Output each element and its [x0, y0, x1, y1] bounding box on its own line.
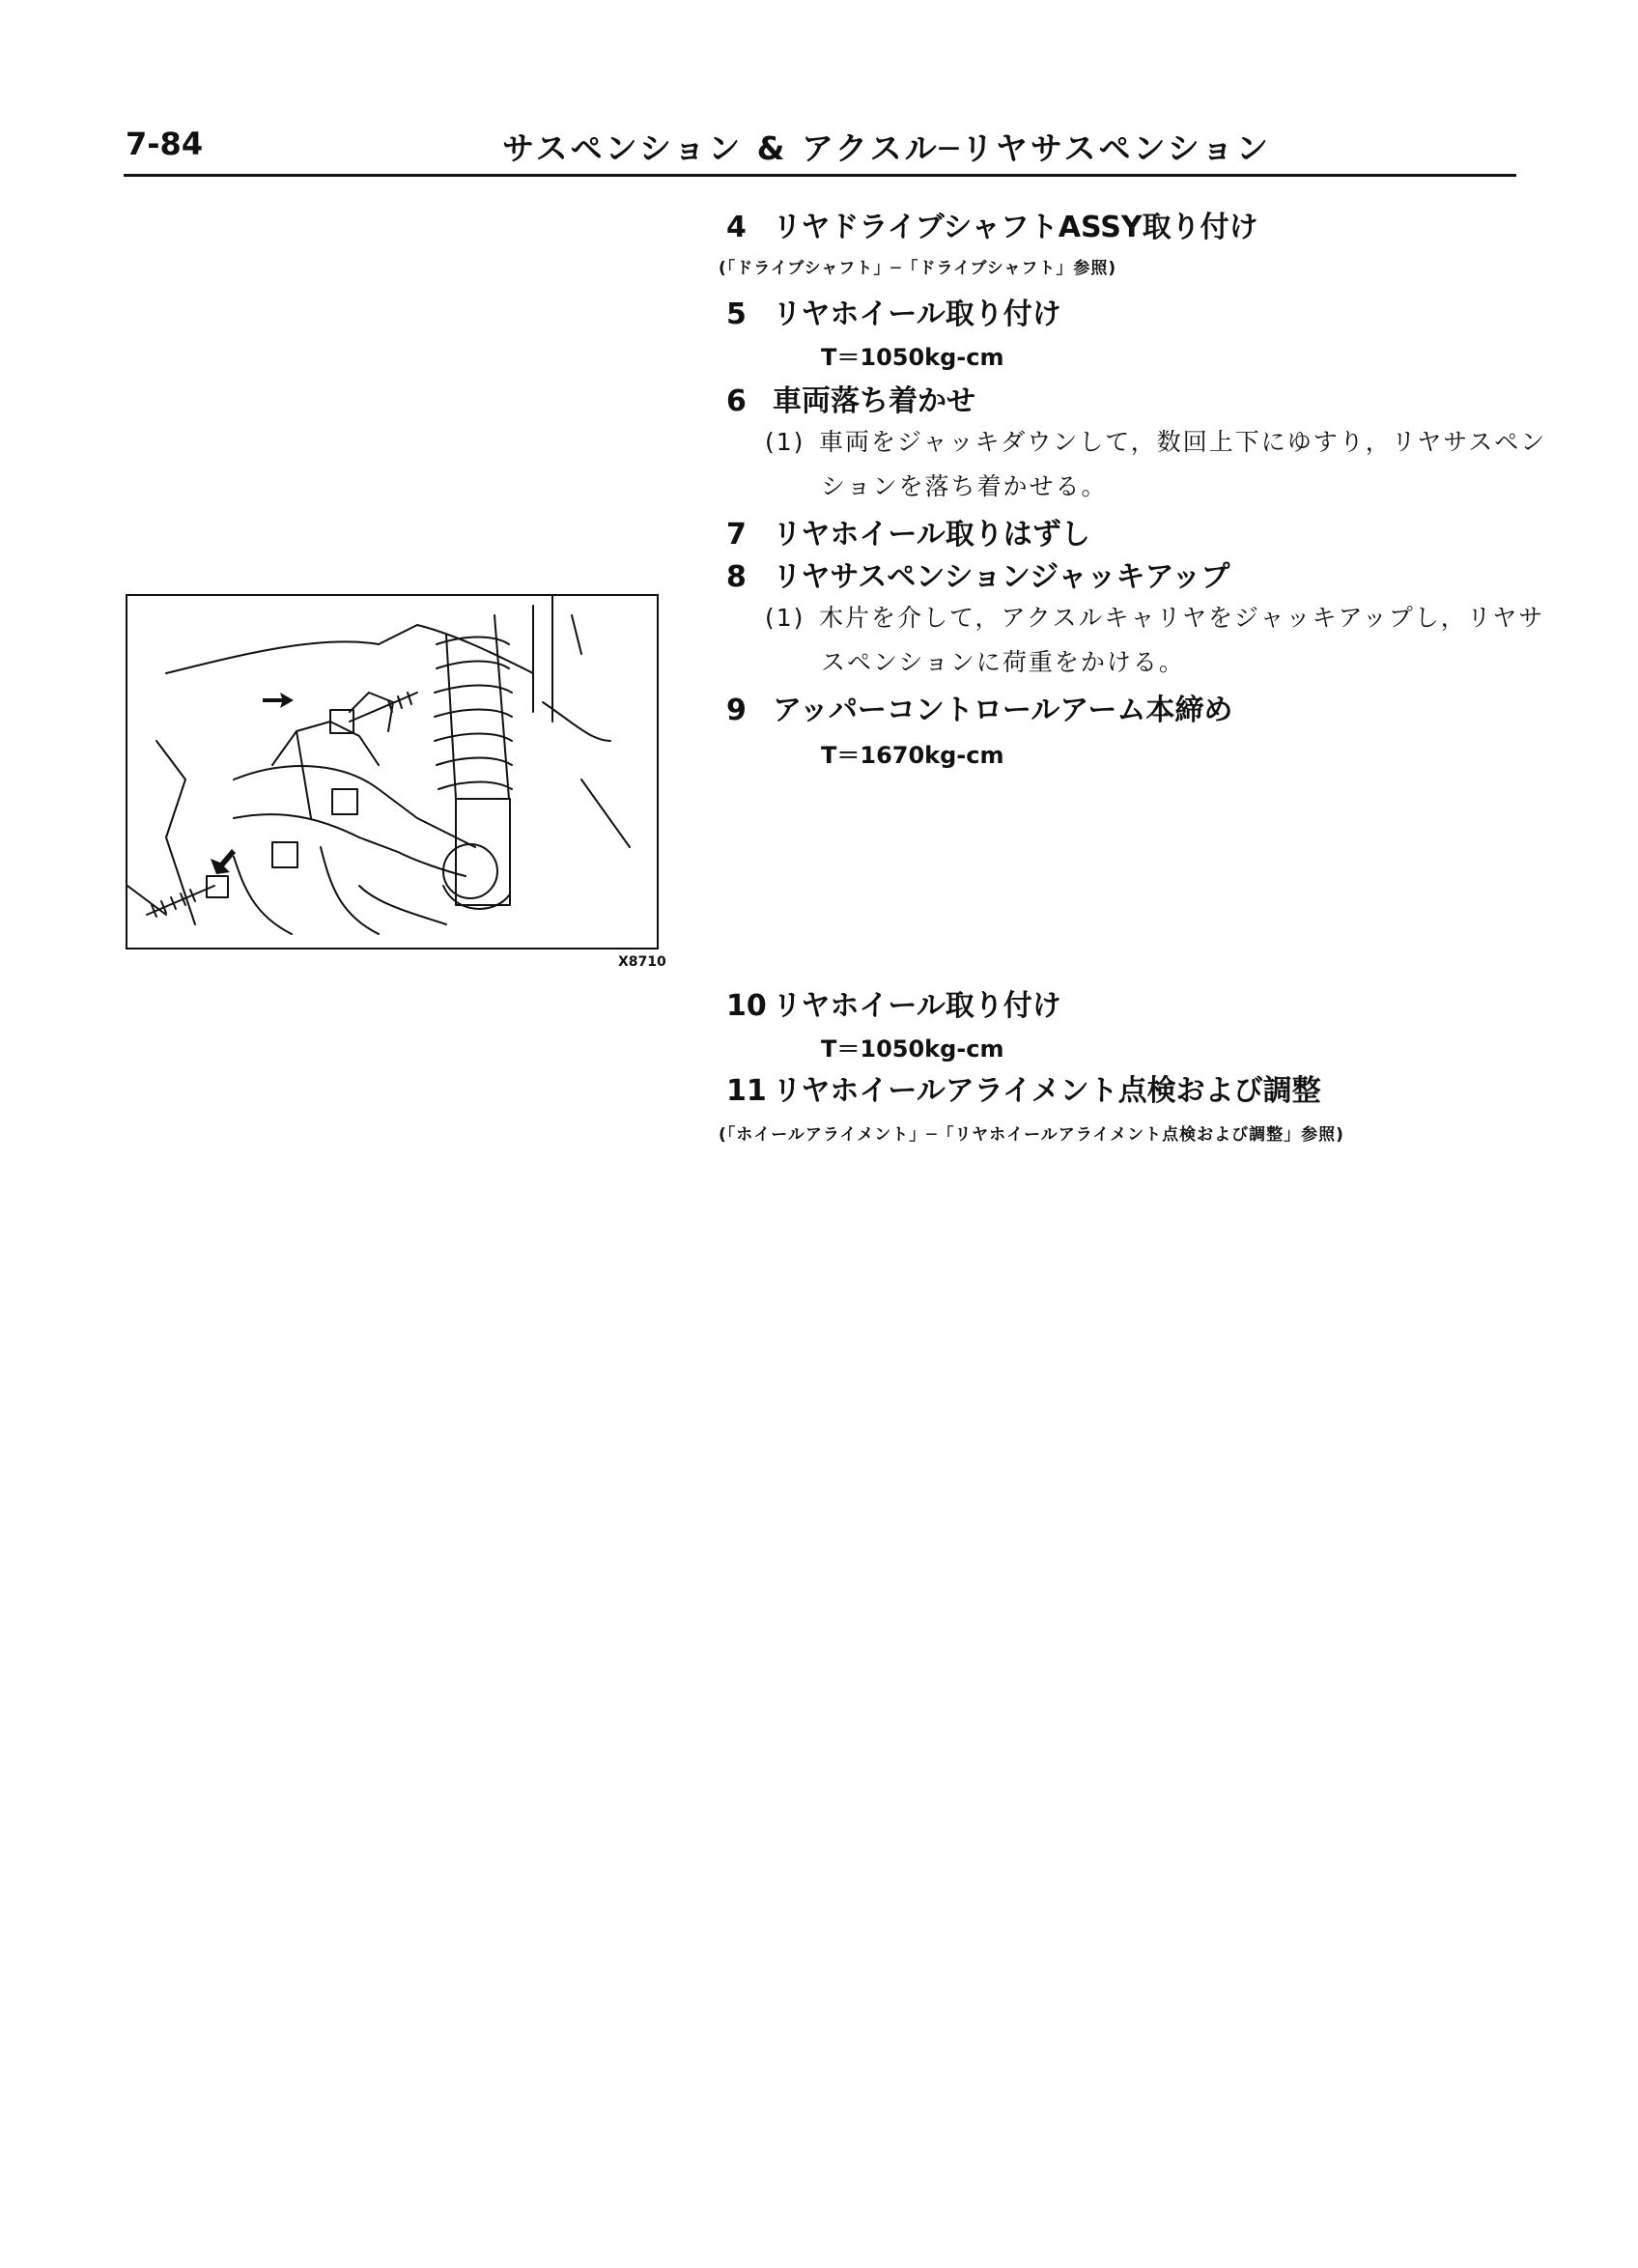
arrow-icon: [211, 849, 236, 874]
step-9-torque: T＝1670kg-cm: [821, 742, 1004, 769]
step-number: 10: [726, 989, 767, 1023]
section-title: サスペンション & アクスル─リヤサスペンション: [502, 129, 1272, 167]
step-5: [726, 290, 1061, 332]
bolt-icon: [147, 876, 228, 917]
step-number: 5: [726, 298, 747, 331]
nut-icon: [272, 842, 297, 867]
step-number: 7: [726, 518, 747, 552]
arrow-icon: [263, 693, 294, 708]
substep-marker: (1): [765, 428, 805, 456]
step-4: [726, 203, 1258, 245]
step-7: [726, 510, 1090, 553]
substep-text: 車両をジャッキダウンして，数回上下にゆすり，リヤサスペン: [819, 428, 1547, 456]
step-6-substep: [765, 423, 1546, 458]
step-title: リヤホイール取りはずし: [773, 518, 1090, 552]
shock-absorber-icon: [456, 799, 510, 905]
header-rule: [124, 174, 1516, 177]
page-number: 7-84: [126, 126, 204, 162]
step-8-substep-continued: スペンションに荷重をかける。: [821, 648, 1185, 676]
step-4-reference: (「ドライブシャフト」─「ドライブシャフト」参照): [719, 259, 1117, 278]
step-title: リヤドライブシャフトASSY取り付け: [773, 211, 1258, 244]
step-number: 9: [726, 694, 747, 727]
substep-marker: (1): [765, 604, 805, 632]
step-title: リヤサスペンションジャッキアップ: [773, 560, 1230, 594]
substep-text: 木片を介して，アクスルキャリヤをジャッキアップし，リヤサ: [819, 604, 1545, 632]
nut-icon: [332, 789, 357, 814]
step-number: 6: [726, 384, 747, 418]
suspension-illustration: [126, 594, 659, 950]
step-10-torque: T＝1050kg-cm: [821, 1035, 1004, 1063]
step-number: 8: [726, 560, 747, 594]
step-6: [726, 377, 975, 419]
coil-spring-icon: [435, 615, 512, 799]
step-6-substep-continued: ションを落ち着かせる。: [821, 472, 1108, 500]
step-10: [726, 981, 1061, 1024]
step-8-substep: [765, 599, 1544, 634]
step-8: [726, 553, 1229, 595]
step-5-torque: T＝1050kg-cm: [821, 344, 1004, 371]
step-11: [726, 1066, 1321, 1109]
step-title: リヤホイール取り付け: [773, 298, 1061, 331]
figure-label: X8710: [618, 954, 666, 970]
step-11-reference: (「ホイールアライメント」─「リヤホイールアライメント点検および調整」参照): [719, 1125, 1344, 1145]
step-title: リヤホイールアライメント点検および調整: [773, 1074, 1321, 1108]
step-title: 車両落ち着かせ: [773, 384, 975, 418]
step-number: 11: [726, 1074, 767, 1108]
step-number: 4: [726, 211, 747, 244]
step-title: アッパーコントロールアーム本締め: [773, 694, 1233, 727]
step-title: リヤホイール取り付け: [773, 989, 1061, 1023]
step-9: [726, 686, 1232, 728]
